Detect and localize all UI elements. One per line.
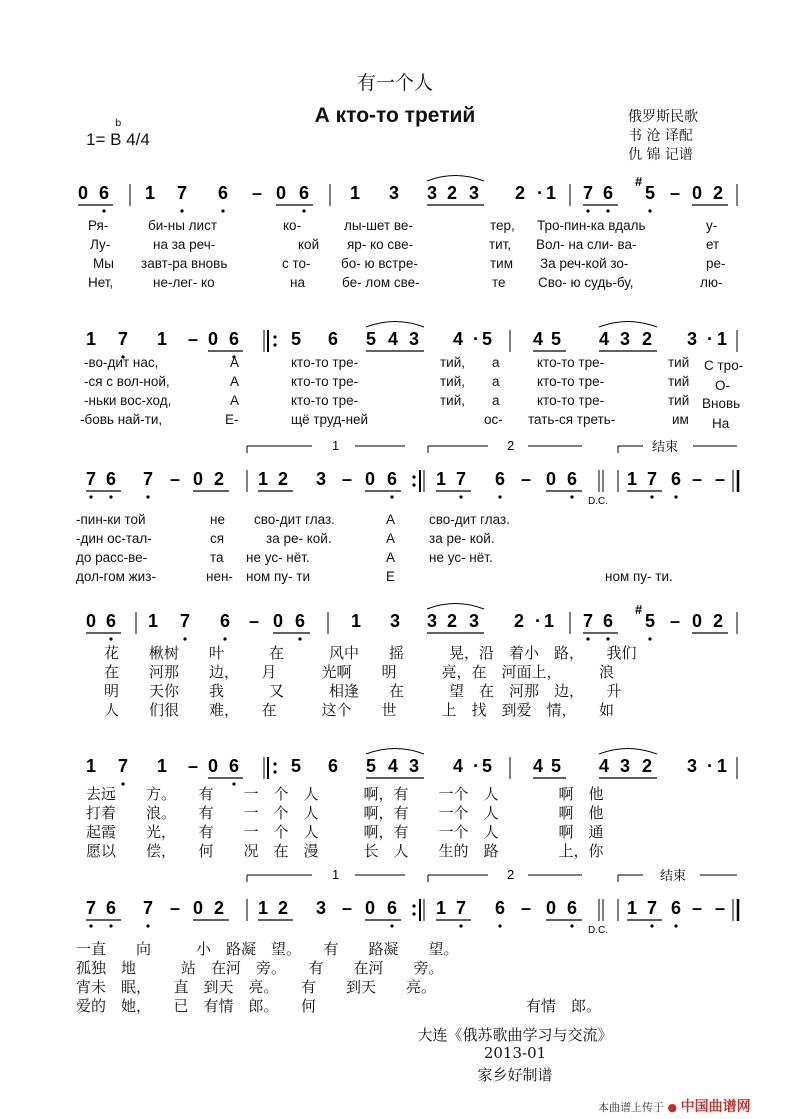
svg-text:0: 0: [546, 898, 557, 918]
svg-text:6: 6: [99, 183, 110, 203]
svg-text:·: ·: [707, 329, 713, 349]
svg-text:1: 1: [546, 183, 557, 203]
svg-text:#: #: [635, 602, 643, 617]
credit-translator: 书 沧 译配: [628, 128, 693, 144]
svg-text:5: 5: [551, 756, 562, 776]
ru-lyric-2-2g: тий: [668, 374, 690, 389]
svg-text:2: 2: [713, 183, 724, 203]
title-chinese: 有一个人: [356, 72, 433, 94]
svg-text:5: 5: [482, 329, 493, 349]
svg-text:3: 3: [620, 329, 631, 349]
ru-lyric-1-3c: с то-: [282, 256, 311, 271]
svg-text:6: 6: [328, 756, 339, 776]
svg-text:1: 1: [717, 756, 728, 776]
ru-lyric-3-4b: нен-: [206, 569, 233, 584]
svg-text:6: 6: [603, 611, 614, 631]
title-russian: А кто-то третий: [314, 104, 476, 127]
svg-text:0: 0: [692, 183, 703, 203]
svg-text:1: 1: [436, 469, 447, 489]
ru-lyric-1-4e: те: [492, 275, 506, 290]
svg-text:3: 3: [316, 469, 327, 489]
svg-text:3: 3: [316, 898, 327, 918]
ru-lyric-3-1b: не: [210, 512, 225, 527]
svg-text:3: 3: [687, 756, 698, 776]
svg-text:–: –: [715, 469, 726, 489]
svg-text:·: ·: [473, 756, 479, 776]
svg-text:2: 2: [447, 183, 458, 203]
ru-lyric-2-2d: тий,: [440, 374, 466, 389]
svg-text:5: 5: [645, 183, 656, 203]
svg-text:4: 4: [533, 329, 544, 349]
svg-text:5: 5: [645, 611, 656, 631]
ru-lyric-2-1f: кто-то тре-: [537, 355, 605, 370]
ru-lyric-1-1c: ко-: [283, 218, 302, 233]
svg-text:7: 7: [143, 469, 154, 489]
ru-lyric-2-4g: им: [672, 412, 689, 427]
svg-text:0: 0: [208, 756, 219, 776]
ru-lyric-1-4b: не-лег- ко: [153, 275, 215, 290]
cn-lyric-2-1: 去远 方。 有 一 个 人 啊，有 一个 人 啊 他: [86, 785, 604, 803]
ru-lyric-2-4c: щё труд-ней: [291, 412, 369, 427]
ru-lyric-2-2c: кто-то тре-: [291, 374, 359, 389]
svg-text:1: 1: [145, 183, 156, 203]
ru-lyric-3-4f: ном пу- ти.: [605, 569, 673, 584]
watermark-logo-icon: ●: [667, 1101, 678, 1114]
svg-text:0: 0: [193, 469, 204, 489]
svg-text:6: 6: [495, 898, 506, 918]
svg-text:–: –: [342, 898, 353, 918]
svg-text:–: –: [670, 611, 681, 631]
ru-lyric-1-4d: бе- лом све-: [342, 275, 420, 290]
svg-text:3: 3: [687, 329, 698, 349]
svg-text:7: 7: [177, 183, 188, 203]
ru-lyric-1-1b: би-ны лист: [148, 218, 218, 233]
svg-text:6: 6: [495, 469, 506, 489]
svg-text:0: 0: [276, 183, 287, 203]
svg-text:6: 6: [387, 469, 398, 489]
ru-lyric-2-3b: А: [230, 393, 240, 408]
cn-lyric-3-3: 宵未 眠， 直 到天 亮。 有 到天 亮。: [76, 978, 437, 996]
svg-text:6: 6: [671, 898, 682, 918]
svg-text:2: 2: [642, 329, 653, 349]
ru-lyric-3-2c: за ре- кой.: [266, 531, 332, 546]
svg-text:1: 1: [157, 329, 168, 349]
svg-text:–: –: [252, 183, 263, 203]
ru-lyric-3-1: -пин-ки той: [76, 512, 146, 527]
ru-lyric-1-2f: Вол- на сли- ва-: [536, 237, 637, 252]
svg-text:6: 6: [229, 329, 240, 349]
svg-text:3: 3: [409, 756, 420, 776]
ru-lyric-3-2d: А: [386, 531, 396, 546]
svg-text:1: 1: [86, 329, 97, 349]
ru-lyric-2-4h: На: [712, 416, 730, 431]
notation-line-3: [0, 437, 790, 512]
ru-lyric-2-2f: кто-то тре-: [537, 374, 605, 389]
ru-lyric-3-4c: ном пу- ти: [246, 569, 311, 584]
svg-text:6: 6: [295, 611, 306, 631]
svg-text:0: 0: [78, 183, 89, 203]
footer-source: 大连《俄苏歌曲学习与交流》: [417, 1026, 613, 1044]
ru-lyric-2-4: -бовь най-ти,: [80, 412, 163, 427]
ru-lyric-1-2d: яр- ко све-: [347, 237, 414, 252]
svg-text:2: 2: [278, 469, 289, 489]
ru-lyric-2-3c: кто-то тре-: [291, 393, 359, 408]
svg-text:5: 5: [366, 329, 377, 349]
ru-lyric-2-4f: тать-ся треть-: [528, 412, 616, 427]
ru-lyric-1-4: Нет,: [88, 275, 114, 290]
cn-lyric-2-4: 愿以 偿， 何 况 在 漫 长 人 生的 路 上，你: [86, 842, 604, 860]
volta-1-label: 1: [332, 438, 340, 453]
svg-text:1: 1: [258, 469, 269, 489]
svg-text:7: 7: [86, 469, 97, 489]
ru-lyric-2-4b: Е-: [225, 412, 239, 427]
ru-lyric-1-2c: кой: [298, 237, 320, 252]
svg-text:–: –: [521, 469, 532, 489]
svg-text:7: 7: [583, 611, 594, 631]
svg-text:0: 0: [365, 469, 376, 489]
svg-text:2: 2: [642, 756, 653, 776]
svg-text:6: 6: [106, 469, 117, 489]
svg-text:4: 4: [533, 756, 544, 776]
cn-lyric-1-1: 花 楸树 叶 在 风中 摇 晃，沿 着小 路， 我们: [104, 644, 637, 662]
svg-text:3: 3: [389, 183, 400, 203]
svg-text:6: 6: [603, 183, 614, 203]
svg-text:2: 2: [214, 469, 225, 489]
ru-lyric-2-1g: тий: [668, 355, 690, 370]
svg-text:6: 6: [567, 898, 578, 918]
ru-lyric-1-2e: тит,: [489, 237, 512, 252]
svg-text:·: ·: [537, 183, 543, 203]
notation-line-4: [0, 598, 790, 648]
ru-lyric-3-3b: та: [210, 550, 224, 565]
svg-text:–: –: [692, 898, 703, 918]
svg-text:–: –: [342, 469, 353, 489]
svg-text:·: ·: [707, 756, 713, 776]
ru-lyric-3-1c: сво-дит глаз.: [254, 512, 335, 527]
ru-lyric-2-1d: тий,: [440, 355, 466, 370]
svg-text:6: 6: [671, 469, 682, 489]
svg-text:5: 5: [366, 756, 377, 776]
svg-text:4: 4: [388, 756, 399, 776]
watermark-brand: 中国曲谱网: [680, 1099, 751, 1115]
svg-text:2: 2: [214, 898, 225, 918]
svg-text:6: 6: [299, 183, 310, 203]
svg-text:4: 4: [599, 329, 610, 349]
footer-date: 2013-01: [483, 1044, 547, 1062]
svg-text:3: 3: [390, 611, 401, 631]
cn-lyric-1-4: 人 们很 难， 在 这个 世 上 找 到爱 情， 如: [104, 701, 615, 719]
ru-lyric-1-1d: лы-шет ве-: [344, 218, 413, 233]
svg-text:–: –: [692, 469, 703, 489]
svg-text:2: 2: [514, 611, 525, 631]
ru-lyric-2-3f: кто-то тре-: [537, 393, 605, 408]
ru-lyric-2-1: -во-дит нас,: [84, 355, 159, 370]
ru-lyric-1-3d: бо- ю встре-: [341, 256, 418, 271]
svg-text:6: 6: [567, 469, 578, 489]
svg-text:4: 4: [453, 329, 464, 349]
ru-lyric-1-3f: За реч-кой зо-: [540, 256, 629, 271]
watermark: [598, 1096, 751, 1116]
svg-text:1: 1: [148, 611, 159, 631]
svg-text:1: 1: [86, 756, 97, 776]
key-flat-sign: b: [115, 118, 122, 129]
svg-text:·: ·: [535, 611, 541, 631]
svg-text:3: 3: [469, 183, 480, 203]
svg-text:3: 3: [427, 183, 438, 203]
svg-text:0: 0: [208, 329, 219, 349]
svg-text:7: 7: [583, 183, 594, 203]
svg-text:5: 5: [551, 329, 562, 349]
ru-lyric-1-4c: на: [290, 275, 305, 290]
svg-text:6: 6: [387, 898, 398, 918]
notation-line-6: [0, 866, 790, 941]
ru-lyric-1-1g: у-: [706, 218, 718, 233]
svg-text:6: 6: [106, 611, 117, 631]
ru-lyric-3-3: до расс-ве-: [76, 550, 148, 565]
credit-origin: 俄罗斯民歌: [628, 109, 698, 125]
ru-lyric-1-4g: лю-: [700, 275, 723, 290]
svg-text:–: –: [670, 183, 681, 203]
svg-text:1: 1: [258, 898, 269, 918]
ru-lyric-2-1b: А: [230, 355, 240, 370]
svg-text:2: 2: [447, 611, 458, 631]
svg-text:7: 7: [86, 898, 97, 918]
svg-text:1: 1: [627, 469, 638, 489]
ru-lyric-2-3d: тий,: [440, 393, 466, 408]
ru-lyric-3-3d: А: [386, 550, 396, 565]
ru-lyric-1-1: Ря-: [88, 218, 109, 233]
credit-transcriber: 仇 锦 记谱: [628, 147, 693, 163]
cn-lyric-3-1: 一直 向 小 路凝 望。 有 路凝 望。: [76, 940, 459, 958]
ru-lyric-3-1d: А: [386, 512, 396, 527]
cn-lyric-1-3: 明 天你 我 又 相逢 在 望 在 河那 边， 升: [104, 682, 622, 700]
svg-text:3: 3: [409, 329, 420, 349]
svg-text:4: 4: [388, 329, 399, 349]
svg-text:D.C.: D.C.: [588, 925, 608, 936]
cn-lyric-1-2: 在 河那 边， 月 光啊 明 亮，在 河面上， 浪: [104, 663, 615, 681]
ru-lyric-1-1f: Тро-пин-ка вдаль: [537, 218, 646, 233]
svg-text:2: 2: [507, 867, 515, 882]
svg-text:1: 1: [436, 898, 447, 918]
ru-lyric-2-1h: С тро-: [704, 358, 744, 373]
svg-text:–: –: [521, 898, 532, 918]
svg-text:1: 1: [544, 611, 555, 631]
svg-text:6: 6: [328, 329, 339, 349]
svg-text:7: 7: [647, 469, 658, 489]
ru-lyric-1-3b: завт-ра вновь: [141, 256, 228, 271]
svg-text:–: –: [170, 469, 181, 489]
ru-lyric-1-2: Лу-: [90, 237, 111, 252]
footer-maker: 家乡好制谱: [477, 1066, 553, 1084]
svg-text:1: 1: [717, 329, 728, 349]
ru-lyric-1-3e: тим: [490, 256, 514, 271]
ru-lyric-2-3: -ньки вос-ход,: [84, 393, 172, 408]
svg-text:1: 1: [157, 756, 168, 776]
svg-text:–: –: [715, 898, 726, 918]
ru-lyric-3-2: -дин ос-тал-: [76, 531, 152, 546]
ru-lyric-3-2b: ся: [210, 531, 225, 546]
ru-lyric-3-3c: не ус- нёт.: [246, 550, 310, 565]
svg-text:5: 5: [291, 756, 302, 776]
cn-lyric-3-4: 爱的 她， 已 有情 郎。 何 有情 郎。: [76, 997, 602, 1015]
svg-text:3: 3: [469, 611, 480, 631]
cn-lyric-2-2: 打着 浪。 有 一 个 人 啊，有 一个 人 啊 他: [86, 804, 604, 822]
svg-text:#: #: [635, 174, 643, 189]
svg-text:2: 2: [507, 438, 515, 453]
notation-line-1: [0, 170, 790, 220]
svg-text:1: 1: [350, 183, 361, 203]
svg-text:7: 7: [118, 329, 129, 349]
ru-lyric-2-3e: а: [492, 393, 500, 408]
svg-text:6: 6: [229, 756, 240, 776]
ru-lyric-2-4e: ос-: [484, 412, 503, 427]
svg-text:1: 1: [627, 898, 638, 918]
svg-text:2: 2: [713, 611, 724, 631]
ru-lyric-3-4d: Е: [386, 569, 396, 584]
ru-lyric-1-4f: Сво- ю судь-бу,: [538, 275, 634, 290]
ru-lyric-2-1e: а: [492, 355, 500, 370]
ru-lyric-1-2g: ет: [706, 237, 720, 252]
ru-lyric-3-4: дол-гом жиз-: [76, 569, 156, 584]
svg-text:4: 4: [453, 756, 464, 776]
ru-lyric-2-2b: А: [230, 374, 240, 389]
svg-text:1: 1: [332, 867, 340, 882]
ru-lyric-3-1e: сво-дит глаз.: [429, 512, 510, 527]
svg-text:7: 7: [143, 898, 154, 918]
ru-lyric-3-2e: за ре- кой.: [429, 531, 495, 546]
ru-lyric-2-2e: а: [492, 374, 500, 389]
svg-text:0: 0: [692, 611, 703, 631]
ru-lyric-2-3g: тий: [668, 393, 690, 408]
svg-text:7: 7: [647, 898, 658, 918]
svg-text:5: 5: [291, 329, 302, 349]
ru-lyric-2-3h: Вновь: [702, 396, 741, 411]
svg-text:·: ·: [473, 329, 479, 349]
ru-lyric-1-2b: на за реч-: [153, 237, 216, 252]
svg-text:3: 3: [620, 756, 631, 776]
svg-text:6: 6: [220, 611, 231, 631]
svg-text:6: 6: [218, 183, 229, 203]
cn-lyric-2-3: 起霞 光， 有 一 个 人 啊，有 一个 人 啊 通: [86, 823, 604, 841]
svg-text:1: 1: [351, 611, 362, 631]
svg-text:6: 6: [106, 898, 117, 918]
cn-lyric-3-2: 孤独 地 站 在河 旁。 有 在河 旁。: [76, 959, 444, 977]
ru-lyric-1-3g: ре-: [706, 256, 726, 271]
svg-text:–: –: [249, 611, 260, 631]
svg-text:–: –: [188, 329, 199, 349]
svg-text:0: 0: [86, 611, 97, 631]
svg-text:3: 3: [427, 611, 438, 631]
svg-text:0: 0: [193, 898, 204, 918]
svg-text:7: 7: [180, 611, 191, 631]
svg-text:7: 7: [456, 469, 467, 489]
svg-text:–: –: [188, 756, 199, 776]
ru-lyric-3-3e: не ус- нёт.: [429, 550, 493, 565]
svg-text:结束: 结束: [652, 439, 679, 454]
ru-lyric-2-1c: кто-то тре-: [291, 355, 359, 370]
ru-lyric-2-2: -ся с вол-ной,: [84, 374, 170, 389]
svg-text:–: –: [170, 898, 181, 918]
watermark-prefix: 本曲谱上传于: [598, 1101, 664, 1114]
key-signature: 1= B 4/4: [86, 130, 150, 149]
svg-text:结束: 结束: [660, 868, 687, 883]
ru-lyric-2-2h: О-: [715, 378, 730, 393]
svg-text:2: 2: [278, 898, 289, 918]
ru-lyric-1-3: Мы: [93, 256, 114, 271]
svg-text:2: 2: [515, 183, 526, 203]
svg-text:7: 7: [118, 756, 129, 776]
svg-text:5: 5: [482, 756, 493, 776]
ru-lyric-1-1e: тер,: [490, 218, 515, 233]
svg-text:0: 0: [365, 898, 376, 918]
svg-text:D.C.: D.C.: [588, 496, 608, 507]
svg-text:7: 7: [456, 898, 467, 918]
svg-text:0: 0: [546, 469, 557, 489]
svg-text:0: 0: [273, 611, 284, 631]
svg-text:4: 4: [599, 756, 610, 776]
